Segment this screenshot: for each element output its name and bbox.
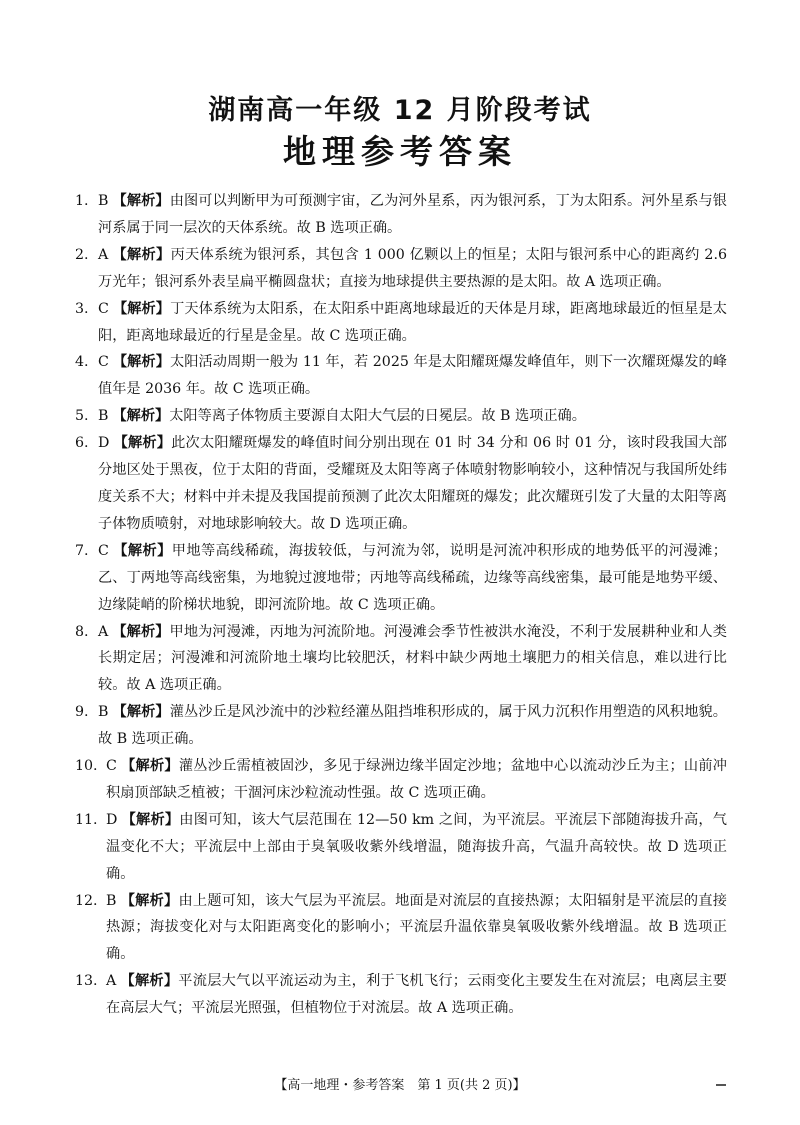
answer-item	[77, 403, 727, 430]
answer-item	[77, 349, 727, 403]
answer-item	[77, 619, 727, 700]
answer-choice: B	[98, 408, 109, 425]
question-number: 12.	[75, 892, 98, 909]
analysis-tag: 【解析】	[112, 300, 171, 317]
exam-title: 湖南高一年级 12 月阶段考试	[208, 95, 592, 126]
analysis-tag: 【解析】	[120, 758, 179, 775]
question-number: 11.	[75, 811, 98, 828]
answer-choice: D	[98, 435, 110, 452]
answer-body	[98, 538, 727, 619]
page-title: 地理参考答案	[283, 132, 517, 171]
question-number: 5.	[75, 408, 89, 425]
question-number: 1.	[75, 193, 89, 209]
answer-item	[77, 699, 727, 753]
analysis-text: 甲地为河漫滩，丙地为河流阶地。河漫滩会季节性被洪水淹没，不利于发展耕种业和人类长期定居；河漫滩和河流阶地土壤均比较肥沃，材料中缺少两地土壤肥力的相关信息，难以进行比较。故 A 选项正确。	[98, 623, 727, 694]
answer-body	[106, 888, 727, 969]
answer-choice: A	[106, 973, 117, 990]
question-number: 8.	[75, 623, 89, 640]
answer-item	[77, 753, 727, 807]
answer-list	[77, 188, 727, 1022]
answer-choice: B	[106, 892, 117, 909]
answer-choice: D	[106, 811, 118, 828]
answer-choice: C	[98, 300, 109, 317]
answer-body	[106, 753, 727, 807]
analysis-text: 丁天体系统为太阳系，在太阳系中距离地球最近的天体是月球，距离地球最近的恒星是太阳，距离地球最近的行星是金星。故 C 选项正确。	[98, 300, 727, 344]
answer-choice: B	[98, 193, 109, 209]
answer-item	[77, 968, 727, 1022]
analysis-text: 此次太阳耀斑爆发的峰值时间分别出现在 01 时 34 分和 06 时 01 分，该时段我国大部分地区处于黑夜，位于太阳的背面，受耀斑及太阳等离子体喷射物影响较小，这种情况与我国所处纬度关系不大；材料中并未提及我国提前预测了此次太阳耀斑的爆发；此次耀斑引发了大量的太阳等离子体物质喷射，对地球影响较大。故 D 选项正确。	[98, 435, 727, 532]
analysis-tag: 【解析】	[121, 811, 180, 828]
question-number: 4.	[75, 354, 89, 371]
analysis-tag: 【解析】	[112, 408, 170, 425]
question-number: 3.	[75, 300, 89, 317]
answer-choice: B	[98, 704, 109, 721]
answer-body	[98, 430, 727, 538]
answer-item	[77, 296, 727, 350]
question-number: 10.	[75, 758, 98, 775]
analysis-tag: 【解析】	[112, 354, 170, 371]
answer-choice: A	[98, 623, 109, 640]
answer-item	[77, 888, 727, 969]
answer-item	[77, 807, 727, 888]
analysis-text: 由图可知，该大气层范围在 12—50 km 之间，为平流层。平流层下部随海拔升高，气温变化不大；平流层中上部由于臭氧吸收紫外线增温，随海拔升高，气温升高较快。故 D 选项正确。	[106, 811, 727, 882]
analysis-text: 由图可以判断甲为可预测宇宙，乙为河外星系，丙为银河系，丁为太阳系。河外星系与银河系属于同一层次的天体系统。故 B 选项正确。	[98, 193, 727, 236]
answer-body	[98, 403, 727, 430]
answer-body	[98, 242, 727, 296]
question-number: 13.	[75, 973, 98, 990]
analysis-tag: 【解析】	[120, 892, 179, 909]
analysis-tag: 【解析】	[112, 542, 172, 559]
analysis-tag: 【解析】	[112, 623, 170, 640]
question-number: 9.	[75, 704, 89, 721]
answer-item	[77, 242, 727, 296]
analysis-tag: 【解析】	[113, 435, 172, 452]
answer-body	[98, 188, 727, 242]
analysis-text: 丙天体系统为银河系，其包含 1 000 亿颗以上的恒星；太阳与银河系中心的距离约 2.6 万光年；银河系外表呈扁平椭圆盘状；直接为地球提供主要热源的是太阳。故 A 选项正确。	[98, 246, 727, 290]
question-number: 6.	[75, 435, 89, 452]
answer-body	[98, 699, 727, 753]
question-number: 2.	[75, 246, 89, 263]
answer-choice: C	[98, 542, 109, 559]
analysis-text: 太阳活动周期一般为 11 年，若 2025 年是太阳耀斑爆发峰值年，则下一次耀斑爆发的峰值年是 2036 年。故 C 选项正确。	[98, 354, 727, 398]
answer-choice: C	[106, 758, 117, 775]
corner-mark	[716, 1084, 726, 1086]
answer-body	[98, 349, 727, 403]
analysis-text: 甲地等高线稀疏，海拔较低，与河流为邻，说明是河流冲积形成的地势低平的河漫滩；乙、丁两地等高线密集，为地貌过渡地带；丙地等高线稀疏，边缘等高线密集，最可能是地势平缓、边缘陡峭的阶梯状地貌，即河流阶地。故 C 选项正确。	[98, 542, 727, 613]
analysis-text: 灌丛沙丘需植被固沙，多见于绿洲边缘半固定沙地；盆地中心以流动沙丘为主；山前冲积扇顶部缺乏植被；干涸河床沙粒流动性强。故 C 选项正确。	[106, 758, 727, 801]
answer-choice: C	[98, 354, 109, 371]
analysis-text: 灌丛沙丘是风沙流中的沙粒经灌丛阻挡堆积形成的，属于风力沉积作用塑造的风积地貌。故 B 选项正确。	[98, 704, 727, 748]
answer-item	[77, 538, 727, 619]
analysis-tag: 【解析】	[112, 704, 170, 721]
analysis-text: 平流层大气以平流运动为主，利于飞机飞行；云雨变化主要发生在对流层；电离层主要在高层大气；平流层光照强，但植物位于对流层。故 A 选项正确。	[106, 973, 727, 1017]
page-footer: 【高一地理・参考答案 第 1 页(共 2 页)】	[274, 1078, 526, 1093]
answer-body	[106, 968, 727, 1022]
answer-body	[98, 296, 727, 350]
analysis-text: 由上题可知，该大气层为平流层。地面是对流层的直接热源；太阳辐射是平流层的直接热源；海拔变化对与太阳距离变化的影响小；平流层升温依靠臭氧吸收紫外线增温。故 B 选项正确。	[106, 892, 727, 963]
analysis-tag: 【解析】	[112, 246, 171, 263]
answer-body	[106, 807, 727, 888]
answer-item	[77, 188, 727, 242]
answer-choice: A	[98, 246, 109, 263]
analysis-text: 太阳等离子体物质主要源自太阳大气层的日冕层。故 B 选项正确。	[169, 408, 586, 425]
question-number: 7.	[75, 542, 89, 559]
analysis-tag: 【解析】	[112, 193, 170, 209]
answer-item	[77, 430, 727, 538]
answer-body	[98, 619, 727, 700]
analysis-tag: 【解析】	[120, 973, 179, 990]
